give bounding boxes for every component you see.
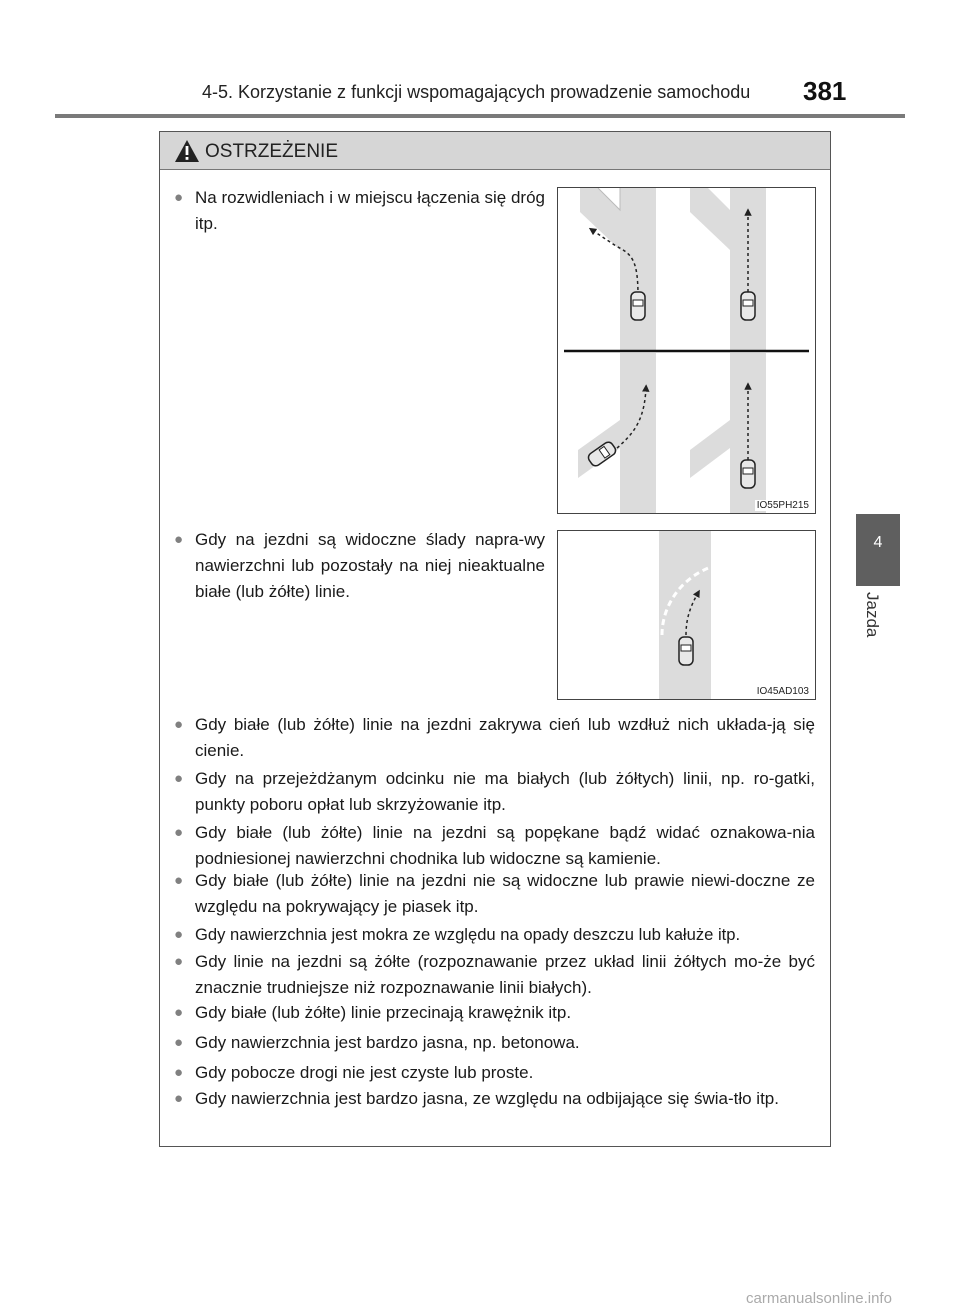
chapter-tab-label: Jazda xyxy=(863,592,882,638)
bullet-forks: ● Na rozwidleniach i w miejscu łączenia się dróg itp. xyxy=(195,185,545,237)
figure-code: IO45AD103 xyxy=(756,686,809,697)
bullet-sand: ● Gdy białe (lub żółte) linie na jezdni nie są widoczne lub prawie niewi-doczne ze względu na pokrywający je piasek itp. xyxy=(195,868,815,920)
merge-left-panel xyxy=(578,353,656,513)
figure-code: IO55PH215 xyxy=(756,500,809,511)
watermark: carmanualsonline.info xyxy=(746,1290,892,1307)
chapter-tab-number: 4 xyxy=(873,534,883,551)
bullet-shadows: ● Gdy białe (lub żółte) linie na jezdni zakrywa cień lub wzdłuż nich układa-ją się cienie. xyxy=(195,712,815,764)
bullet-reflection: ● Gdy nawierzchnia jest bardzo jasna, ze względu na odbijające się świa-tło itp. xyxy=(195,1086,815,1112)
warning-title: OSTRZEŻENIE xyxy=(205,141,339,162)
fork-straight-panel xyxy=(690,188,766,350)
fork-left-panel xyxy=(580,188,656,350)
bullet-repair-marks: ● Gdy na jezdni są widoczne ślady napra-wy nawierzchni lub pozostały na niej nieaktualne białe (lub żółte) linie. xyxy=(195,527,545,605)
bullet-no-lines: ● Gdy na przejeżdżanym odcinku nie ma białych (lub żółtych) linii, np. ro-gatki, punkty poboru opłat lub skrzyżowanie itp. xyxy=(195,766,815,818)
bullet-roadside: ● Gdy pobocze drogi nie jest czyste lub proste. xyxy=(195,1060,815,1086)
warning-triangle-icon xyxy=(174,139,200,163)
bullet-wet: ● Gdy nawierzchnia jest mokra ze względu na opady deszczu lub kałuże itp. xyxy=(195,922,820,948)
bullet-curb: ● Gdy białe (lub żółte) linie przecinają krawężnik itp. xyxy=(195,1000,815,1026)
warning-header xyxy=(160,132,830,170)
fork-merge-figure xyxy=(557,187,816,514)
fork-merge-illustration xyxy=(558,188,815,513)
bullet-bright-concrete: ● Gdy nawierzchnia jest bardzo jasna, np. betonowa. xyxy=(195,1030,815,1056)
repair-marks-figure xyxy=(557,530,816,700)
merge-straight-panel xyxy=(690,353,766,513)
bullet-yellow: ● Gdy linie na jezdni są żółte (rozpoznawanie przez układ linii żółtych mo-że być znacznie trudniejsze niż rozpoznawanie linii białych). xyxy=(195,949,815,1001)
page-number: 381 xyxy=(803,76,847,106)
header-rule xyxy=(55,114,905,118)
chapter-tab[interactable] xyxy=(856,514,900,586)
running-header-title: 4-5. Korzystanie z funkcji wspomagających prowadzenie samochodu xyxy=(202,82,751,102)
repair-marks-illustration xyxy=(558,531,815,699)
bullet-cracked-lines: ● Gdy białe (lub żółte) linie na jezdni są popękane bądź widać oznakowa-nia podniesionej nawierzchni chodnika lub widoczne są kamienie. xyxy=(195,820,815,872)
